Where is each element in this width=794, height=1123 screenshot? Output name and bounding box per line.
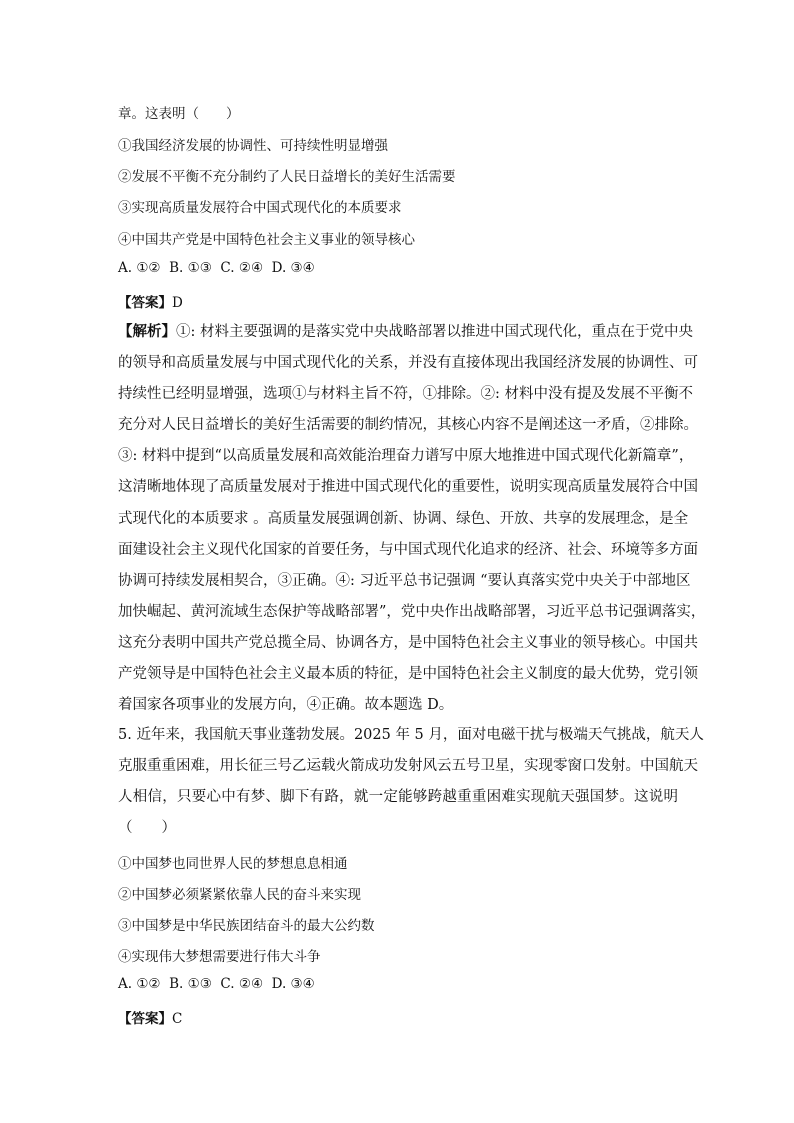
- answer-value: D: [172, 295, 183, 311]
- q5-choices: A. ①② B. ①③ C. ②④ D. ③④: [118, 976, 315, 992]
- q4-option-4: ④中国共产党是中国特色社会主义事业的领导核心: [118, 232, 415, 248]
- q4-stem-tail: 章。这表明（ ）: [118, 106, 240, 122]
- analysis-tag: 【解析】: [118, 323, 176, 340]
- answer-tag: 【答案】: [118, 1011, 172, 1027]
- analysis-line: 着国家各项事业的发展方向，④正确。故本题选 D。: [118, 697, 454, 714]
- analysis-line: 协调可持续发展相契合，③正确。④: 习近平总书记强调 “要认真落实党中央关于中部地区: [118, 572, 691, 589]
- analysis-line: 【解析】①: 材料主要强调的是落实党中央战略部署以推进中国式现代化，重点在于党中央: [118, 323, 693, 340]
- analysis-line: 这充分表明中国共产党总揽全局、协调各方，是中国特色社会主义事业的领导核心。中国共: [118, 634, 698, 651]
- analysis-line: 产党领导是中国特色社会主义最本质的特征，是中国特色社会主义制度的最大优势，党引领: [118, 666, 698, 683]
- analysis-line: ③: 材料中提到“以高质量发展和高效能治理奋力谱写中原大地推进中国式现代化新篇章”，: [118, 448, 694, 465]
- analysis-line: 充分对人民日益增长的美好生活需要的制约情况，其核心内容不是阐述这一矛盾，②排除。: [118, 417, 698, 434]
- q5-option-3: ③中国梦是中华民族团结奋斗的最大公约数: [118, 918, 375, 934]
- q5-option-2: ②中国梦必须紧紧依靠人民的奋斗来实现: [118, 887, 361, 903]
- analysis-line: 这清晰地体现了高质量发展对于推进中国式现代化的重要性，说明实现高质量发展符合中国: [118, 479, 698, 496]
- analysis-line: 加快崛起、黄河流域生态保护等战略部署”，党中央作出战略部署，习近平总书记强调落实，: [118, 603, 706, 620]
- q4-answer: [118, 291, 183, 311]
- q4-analysis: [118, 316, 706, 721]
- analysis-line: 持续性已经明显增强，选项①与材料主旨不符，①排除。②: 材料中没有提及发展不平衡不: [118, 386, 693, 403]
- q5-answer: [118, 1007, 182, 1027]
- q4-choices: A. ①② B. ①③ C. ②④ D. ③④: [118, 260, 315, 276]
- q5-stem-line: 人相信，只要心中有梦、脚下有路，就一定能够跨越重重困难实现航天强国梦。这说明: [118, 789, 678, 806]
- q5-stem-line: 5. 近年来，我国航天事业蓬勃发展。2025 年 5 月，面对电磁干扰与极端天气挑战，航天人: [118, 727, 704, 743]
- q5-option-1: ①中国梦也同世界人民的梦想息息相通: [118, 856, 348, 872]
- q5-stem-line: 克服重重困难，用长征三号乙运载火箭成功发射风云五号卫星，实现零窗口发射。中国航天: [118, 758, 698, 775]
- q4-option-2: ②发展不平衡不充分制约了人民日益增长的美好生活需要: [118, 169, 456, 185]
- analysis-line: 式现代化的本质要求 。高质量发展强调创新、协调、绿色、开放、共享的发展理念，是全: [118, 510, 689, 527]
- answer-value: C: [172, 1011, 183, 1027]
- analysis-line: 面建设社会主义现代化国家的首要任务，与中国式现代化追求的经济、社会、环境等多方面: [118, 541, 698, 558]
- q4-option-3: ③实现高质量发展符合中国式现代化的本质要求: [118, 200, 402, 216]
- q5-option-4: ④实现伟大梦想需要进行伟大斗争: [118, 949, 321, 965]
- q5-stem-line: （ ）: [118, 820, 176, 837]
- answer-tag: 【答案】: [118, 295, 172, 311]
- q4-option-1: ①我国经济发展的协调性、可持续性明显增强: [118, 138, 388, 154]
- analysis-line: 的领导和高质量发展与中国式现代化的关系，并没有直接体现出我国经济发展的协调性、可: [118, 355, 698, 372]
- q5-stem: [118, 720, 704, 844]
